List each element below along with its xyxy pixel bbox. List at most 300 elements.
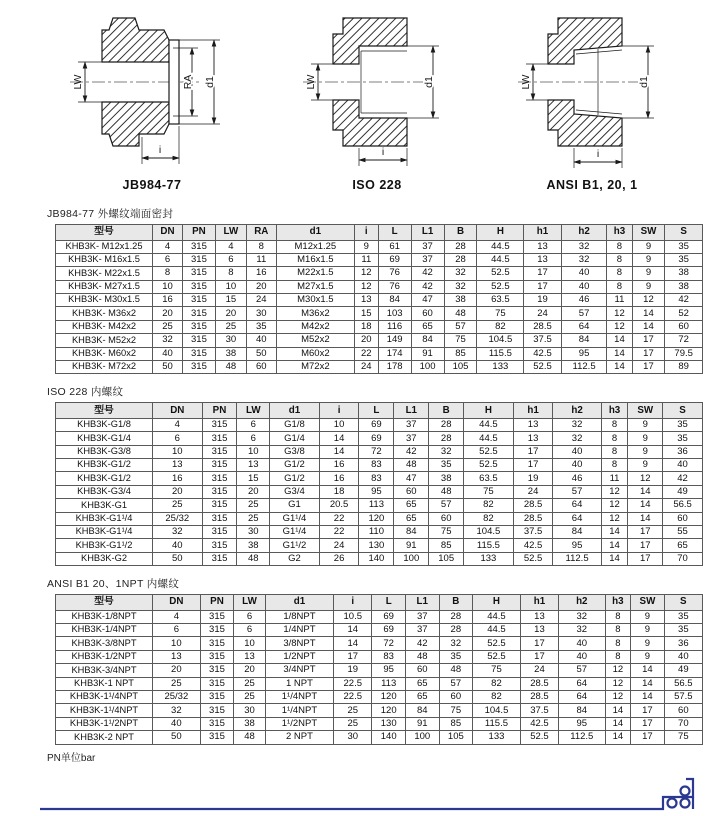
table-row [56,472,703,485]
value-cell: 40 [561,280,607,293]
value-cell: 315 [200,650,234,663]
value-cell: 315 [182,253,215,266]
body-section-lower [548,100,622,146]
value-cell: 20 [237,485,270,498]
value-cell: 25 [237,512,270,525]
value-cell: 25/32 [153,691,201,704]
value-cell: M27x1.5 [276,280,354,293]
value-cell: 20 [354,334,378,347]
value-cell: 69 [359,418,394,431]
value-cell: 48 [429,485,464,498]
column-header: DN [153,595,201,611]
value-cell: 16 [153,472,203,485]
value-cell: 24 [520,664,558,677]
value-cell: 315 [202,539,237,552]
drawing-jb984 [52,4,252,196]
value-cell: 14 [605,731,631,744]
value-cell: 8 [607,240,632,253]
value-cell: 105 [429,552,464,565]
value-cell: 12 [628,472,663,485]
value-cell: 10 [153,280,183,293]
value-cell: 56.5 [663,499,703,512]
value-cell: 40 [559,650,605,663]
value-cell: 32 [153,526,203,539]
value-cell: 13 [513,432,553,445]
column-header: L1 [411,225,444,241]
table-row [56,664,703,677]
value-cell: 9 [631,637,664,650]
value-cell: 42 [411,280,444,293]
value-cell: 65 [394,499,429,512]
value-cell: 13 [524,240,562,253]
value-cell: 69 [359,432,394,445]
dim-label-i: i [596,148,600,160]
column-header: h1 [524,225,562,241]
value-cell: 84 [411,334,444,347]
value-cell: 14 [631,664,664,677]
value-cell: 13 [520,624,558,637]
value-cell: 57 [444,320,477,333]
value-cell: 49 [663,485,703,498]
column-header: S [664,595,702,611]
value-cell: 75 [444,334,477,347]
value-cell: 42.5 [524,347,562,360]
value-cell: 50 [153,552,203,565]
value-cell: 40 [246,334,276,347]
value-cell: 75 [664,731,702,744]
value-cell: 112.5 [553,552,601,565]
model-cell: KHB3K-G1¹/4 [56,526,153,539]
table-row [56,320,703,333]
value-cell: 57 [561,307,607,320]
column-header: h3 [601,403,628,419]
value-cell: 12 [607,307,632,320]
model-cell: KHB3K-1/4NPT [56,624,153,637]
value-cell: 315 [202,499,237,512]
value-cell: 28.5 [520,677,558,690]
value-cell: 2 NPT [265,731,333,744]
model-cell: KHB3K-G1¹/2 [56,539,153,552]
table-row [56,512,703,525]
value-cell: 46 [553,472,601,485]
model-cell: KHB3K- M27x1.5 [56,280,153,293]
value-cell: 44.5 [464,418,514,431]
value-cell: 65 [405,677,439,690]
value-cell: 44.5 [477,240,524,253]
value-cell: 22 [319,512,359,525]
value-cell: 17 [524,267,562,280]
column-header: S [663,403,703,419]
value-cell: 50 [153,731,201,744]
value-cell: 6 [153,432,203,445]
value-cell: 52.5 [464,445,514,458]
column-header: h2 [561,225,607,241]
value-cell: 38 [665,280,703,293]
value-cell: 95 [559,717,605,730]
value-cell: 14 [632,320,665,333]
value-cell: 75 [477,307,524,320]
value-cell: 49 [664,664,702,677]
value-cell: 38 [237,539,270,552]
model-cell: KHB3K-G3/8 [56,445,153,458]
body-section-upper [102,18,169,62]
bottom-rule [40,797,668,809]
value-cell: 14 [601,526,628,539]
dim-label-i: i [158,144,162,156]
value-cell: 16 [319,472,359,485]
header-row [56,595,703,611]
corner-flourish-ornament [0,734,720,816]
value-cell: 91 [405,717,439,730]
value-cell: 17 [632,347,665,360]
value-cell: 28 [444,253,477,266]
value-cell: 17 [334,650,372,663]
value-cell: 105 [444,361,477,374]
spec-table-iso228 [55,402,703,566]
value-cell: 13 [520,610,558,623]
value-cell: 14 [607,334,632,347]
value-cell: 133 [464,552,514,565]
value-cell: 28.5 [524,320,562,333]
column-header: SW [628,403,663,419]
table-row [56,347,703,360]
value-cell: 13 [524,253,562,266]
value-cell: 84 [378,294,411,307]
value-cell: 1¹/4NPT [265,691,333,704]
column-header: d1 [265,595,333,611]
value-cell: 20 [215,307,246,320]
table-row [56,637,703,650]
value-cell: 14 [607,347,632,360]
table-row [56,526,703,539]
value-cell: 315 [182,307,215,320]
dim-label-d1: d1 [637,76,650,88]
value-cell: 38 [429,472,464,485]
value-cell: G1 [270,499,320,512]
value-cell: 76 [378,280,411,293]
value-cell: 61 [378,240,411,253]
value-cell: 52.5 [477,280,524,293]
value-cell: 10 [234,637,266,650]
model-cell: KHB3K-G1¹/4 [56,512,153,525]
value-cell: G3/8 [270,445,320,458]
value-cell: 25 [334,704,372,717]
table-row [56,704,703,717]
value-cell: 20 [246,280,276,293]
value-cell: M12x1.25 [276,240,354,253]
value-cell: 10 [319,418,359,431]
value-cell: 42 [665,294,703,307]
value-cell: 9 [631,650,664,663]
value-cell: 6 [153,253,183,266]
value-cell: 14 [607,361,632,374]
value-cell: 22.5 [334,691,372,704]
value-cell: 28 [429,418,464,431]
value-cell: 32 [561,253,607,266]
value-cell: 70 [664,717,702,730]
value-cell: 57 [429,499,464,512]
column-header: 型号 [56,403,153,419]
value-cell: 40 [561,267,607,280]
value-cell: 63.5 [477,294,524,307]
value-cell: 10 [153,445,203,458]
value-cell: G1/2 [270,459,320,472]
value-cell: 48 [234,731,266,744]
value-cell: 84 [561,334,607,347]
value-cell: 133 [473,731,521,744]
value-cell: 315 [202,418,237,431]
value-cell: 38 [665,267,703,280]
value-cell: 70 [663,552,703,565]
value-cell: 115.5 [477,347,524,360]
value-cell: 19 [524,294,562,307]
value-cell: 9 [631,610,664,623]
column-header: h2 [553,403,601,419]
drawing-caption-jb984: JB984-77 [122,178,182,192]
value-cell: 60 [665,320,703,333]
value-cell: 25 [237,499,270,512]
drawings-row [0,0,720,196]
value-cell: 42 [411,267,444,280]
value-cell: 28.5 [520,691,558,704]
value-cell: 112.5 [559,731,605,744]
column-header: LW [215,225,246,241]
table-row [56,307,703,320]
value-cell: 37 [411,240,444,253]
header-row [56,403,703,419]
value-cell: 42 [394,445,429,458]
value-cell: 3/4NPT [265,664,333,677]
value-cell: 17 [513,445,553,458]
pn-unit-footnote: PN单位bar [47,752,96,764]
value-cell: 100 [405,731,439,744]
value-cell: 315 [200,704,234,717]
value-cell: 13 [153,459,203,472]
value-cell: 30 [237,526,270,539]
value-cell: 85 [439,717,473,730]
value-cell: 19 [334,664,372,677]
value-cell: 17 [632,361,665,374]
table-row [56,499,703,512]
value-cell: 18 [354,320,378,333]
value-cell: 60 [663,512,703,525]
value-cell: 9 [632,280,665,293]
value-cell: 84 [553,526,601,539]
value-cell: 42 [663,472,703,485]
value-cell: 32 [444,280,477,293]
value-cell: 50 [246,347,276,360]
value-cell: 8 [607,280,632,293]
column-header: h1 [513,403,553,419]
value-cell: 44.5 [477,253,524,266]
dim-label-lw: LW [71,74,84,90]
value-cell: 50 [153,361,183,374]
value-cell: 3/8NPT [265,637,333,650]
value-cell: 120 [372,691,406,704]
table-row [56,650,703,663]
column-header: DN [153,403,203,419]
value-cell: 100 [394,552,429,565]
value-cell: 37 [394,432,429,445]
value-cell: 115.5 [473,717,521,730]
value-cell: 24 [524,307,562,320]
value-cell: 315 [202,526,237,539]
drawing-caption-ansi: ANSI B1, 20, 1 [546,178,638,192]
value-cell: 32 [153,704,201,717]
value-cell: 14 [632,307,665,320]
column-header: H [477,225,524,241]
value-cell: 28.5 [513,499,553,512]
value-cell: 75 [473,664,521,677]
column-header: i [354,225,378,241]
dim-label-lw: LW [519,74,532,90]
value-cell: 17 [631,731,664,744]
value-cell: 64 [561,320,607,333]
model-cell: KHB3K- M60x2 [56,347,153,360]
value-cell: 28 [444,240,477,253]
value-cell: 57 [439,677,473,690]
value-cell: 315 [200,717,234,730]
value-cell: 9 [628,445,663,458]
value-cell: M52x2 [276,334,354,347]
value-cell: 84 [405,704,439,717]
value-cell: 60 [411,307,444,320]
value-cell: 315 [182,240,215,253]
value-cell: 13 [513,418,553,431]
value-cell: 115.5 [464,539,514,552]
value-cell: 1 NPT [265,677,333,690]
value-cell: 12 [354,267,378,280]
model-cell: KHB3K- M12x1.25 [56,240,153,253]
value-cell: 52 [665,307,703,320]
value-cell: 24 [513,485,553,498]
value-cell: 32 [559,610,605,623]
value-cell: 79.5 [665,347,703,360]
value-cell: 60 [429,512,464,525]
column-header: 型号 [56,225,153,241]
value-cell: 16 [319,459,359,472]
value-cell: 315 [200,677,234,690]
value-cell: 48 [439,664,473,677]
value-cell: 12 [601,512,628,525]
value-cell: 8 [605,624,631,637]
value-cell: 24 [246,294,276,307]
value-cell: 8 [607,253,632,266]
value-cell: 26 [319,552,359,565]
value-cell: 35 [664,610,702,623]
value-cell: 83 [359,459,394,472]
column-header: PN [182,225,215,241]
value-cell: 9 [632,267,665,280]
value-cell: 37.5 [524,334,562,347]
model-cell: KHB3K- M42x2 [56,320,153,333]
value-cell: 16 [246,267,276,280]
column-header: h3 [607,225,632,241]
model-cell: KHB3K-G3/4 [56,485,153,498]
table-row [56,280,703,293]
value-cell: 315 [182,320,215,333]
value-cell: 315 [200,731,234,744]
value-cell: 315 [200,664,234,677]
value-cell: 315 [182,280,215,293]
value-cell: 315 [182,347,215,360]
column-header: i [319,403,359,419]
value-cell: 133 [477,361,524,374]
value-cell: 110 [359,526,394,539]
value-cell: 57 [553,485,601,498]
value-cell: 1/2NPT [265,650,333,663]
value-cell: 130 [359,539,394,552]
value-cell: 32 [439,637,473,650]
value-cell: 91 [411,347,444,360]
column-header: h1 [520,595,558,611]
model-cell: KHB3K-G1/4 [56,432,153,445]
model-cell: KHB3K- M36x2 [56,307,153,320]
column-header: PN [202,403,237,419]
value-cell: 28 [439,624,473,637]
value-cell: 40 [663,459,703,472]
value-cell: 35 [663,418,703,431]
value-cell: 11 [601,472,628,485]
value-cell: 32 [553,418,601,431]
model-cell: KHB3K-G1/2 [56,472,153,485]
value-cell: 315 [202,459,237,472]
value-cell: 42.5 [513,539,553,552]
value-cell: 48 [405,650,439,663]
value-cell: 38 [215,347,246,360]
value-cell: 8 [601,459,628,472]
value-cell: 8 [153,267,183,280]
value-cell: 46 [561,294,607,307]
value-cell: 8 [601,432,628,445]
drawing-caption-iso228: ISO 228 [352,178,402,192]
column-header: LW [234,595,266,611]
table-row [56,253,703,266]
value-cell: 24 [354,361,378,374]
dim-label-d1: d1 [203,76,216,88]
value-cell: 9 [632,240,665,253]
value-cell: 105 [439,731,473,744]
value-cell: 113 [372,677,406,690]
value-cell: 15 [237,472,270,485]
value-cell: 38 [444,294,477,307]
value-cell: 69 [372,610,406,623]
value-cell: 64 [553,512,601,525]
value-cell: 64 [553,499,601,512]
model-cell: KHB3K-1/8NPT [56,610,153,623]
value-cell: 35 [663,432,703,445]
value-cell: 38 [234,717,266,730]
value-cell: 9 [631,624,664,637]
model-cell: KHB3K-G2 [56,552,153,565]
value-cell: 82 [473,677,521,690]
value-cell: 40 [153,539,203,552]
model-cell: KHB3K- M52x2 [56,334,153,347]
value-cell: 37.5 [520,704,558,717]
value-cell: 6 [153,624,201,637]
value-cell: M72x2 [276,361,354,374]
value-cell: G1¹/4 [270,526,320,539]
value-cell: 14 [628,499,663,512]
value-cell: 22.5 [334,677,372,690]
value-cell: 75 [464,485,514,498]
value-cell: G1/8 [270,418,320,431]
value-cell: 11 [607,294,632,307]
value-cell: 13 [354,294,378,307]
value-cell: 40 [153,347,183,360]
value-cell: 10 [215,280,246,293]
value-cell: 47 [394,472,429,485]
